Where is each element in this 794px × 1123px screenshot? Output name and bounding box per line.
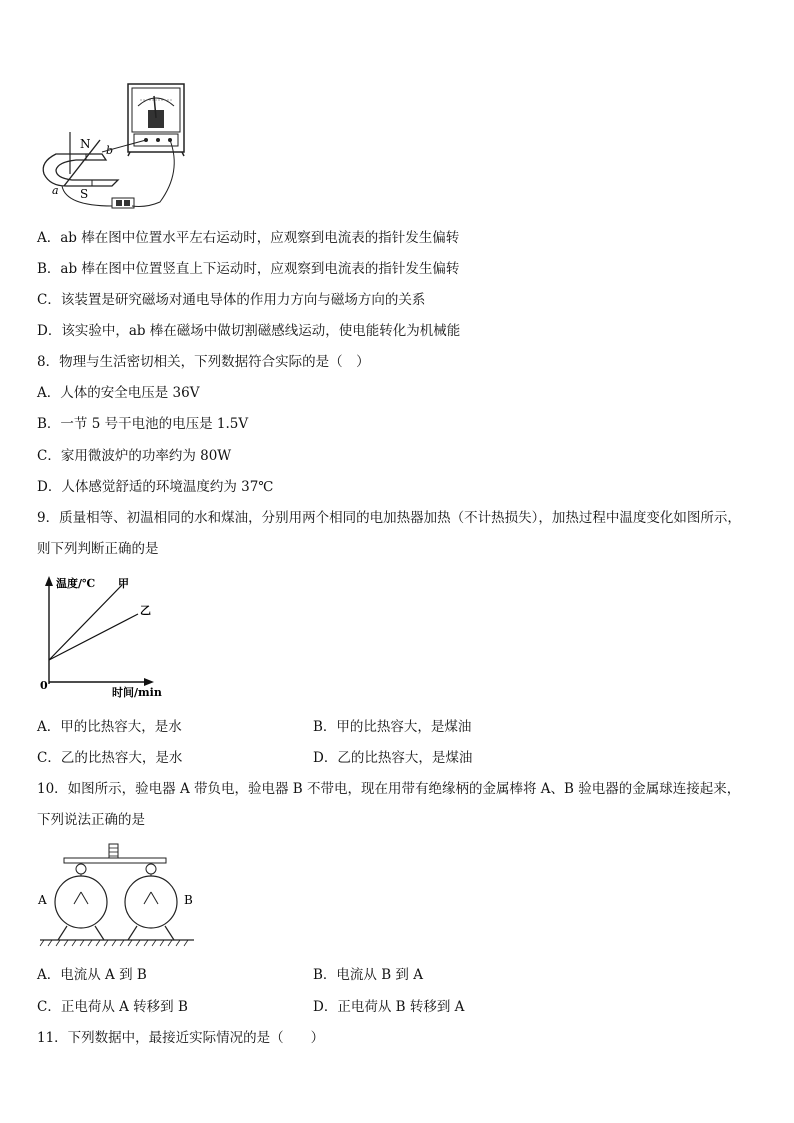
electroscope-a-label: A <box>38 893 47 907</box>
graph-line-yi <box>49 614 138 660</box>
graph-origin-label: 0 <box>40 679 48 692</box>
q10-stem-line1: 10．如图所示，验电器 A 带负电，验电器 B 不带电，现在用带有绝缘柄的金属棒将 A、B 验电器的金属球连接起来， <box>37 781 741 797</box>
graph-line-jia-label: 甲 <box>118 577 129 590</box>
q9-option-a[interactable]: A．甲的比热容大，是水 <box>37 719 182 735</box>
q9-stem-line1: 9．质量相等、初温相同的水和煤油，分别用两个相同的电加热器加热（不计热损失），加热过程中温度变化如图所示， <box>37 510 741 526</box>
graph-line-jia <box>49 585 122 660</box>
q7-option-b[interactable]: B．ab 棒在图中位置竖直上下运动时，应观察到电流表的指针发生偏转 <box>37 261 460 277</box>
electroscope-b-label: B <box>184 893 193 907</box>
q8-stem: 8．物理与生活密切相关，下列数据符合实际的是（ ） <box>37 354 370 370</box>
q9-option-b[interactable]: B．甲的比热容大，是煤油 <box>313 719 472 735</box>
q10-option-b[interactable]: B．电流从 B 到 A <box>313 967 423 983</box>
rod-end-b-label: b <box>106 144 114 157</box>
magnet-pole-n-label: N <box>80 137 91 151</box>
magnet-pole-s-label: S <box>80 187 89 201</box>
q9-option-c[interactable]: C．乙的比热容大，是水 <box>37 750 183 766</box>
q8-option-b[interactable]: B．一节 5 号干电池的电压是 1.5V <box>37 416 249 432</box>
q11-stem: 11．下列数据中，最接近实际情况的是（ ） <box>37 1030 325 1046</box>
q9-stem-line2: 则下列判断正确的是 <box>37 541 159 557</box>
q10-option-a[interactable]: A．电流从 A 到 B <box>37 967 147 983</box>
q8-option-a[interactable]: A．人体的安全电压是 36V <box>37 385 200 401</box>
q7-option-c[interactable]: C．该装置是研究磁场对通电导体的作用力方向与磁场方向的关系 <box>37 292 426 308</box>
electromagnetic-induction-figure <box>36 82 196 214</box>
q7-option-a[interactable]: A．ab 棒在图中位置水平左右运动时，应观察到电流表的指针发生偏转 <box>37 230 460 246</box>
rod-end-a-label: a <box>52 184 59 197</box>
q8-option-c[interactable]: C．家用微波炉的功率约为 80W <box>37 448 232 464</box>
temperature-time-graph <box>36 572 176 702</box>
graph-x-axis-label: 时间/min <box>112 686 162 699</box>
q9-option-d[interactable]: D．乙的比热容大，是煤油 <box>313 750 473 766</box>
q7-option-d[interactable]: D．该实验中，ab 棒在磁场中做切割磁感线运动，使电能转化为机械能 <box>37 323 461 339</box>
graph-y-axis-label: 温度/℃ <box>56 577 96 590</box>
q8-option-d[interactable]: D．人体感觉舒适的环境温度约为 37℃ <box>37 479 274 495</box>
q10-stem-line2: 下列说法正确的是 <box>37 812 145 828</box>
q10-option-c[interactable]: C．正电荷从 A 转移到 B <box>37 999 188 1015</box>
electroscopes-figure <box>36 842 198 950</box>
q10-option-d[interactable]: D．正电荷从 B 转移到 A <box>313 999 465 1015</box>
graph-line-yi-label: 乙 <box>140 604 151 617</box>
